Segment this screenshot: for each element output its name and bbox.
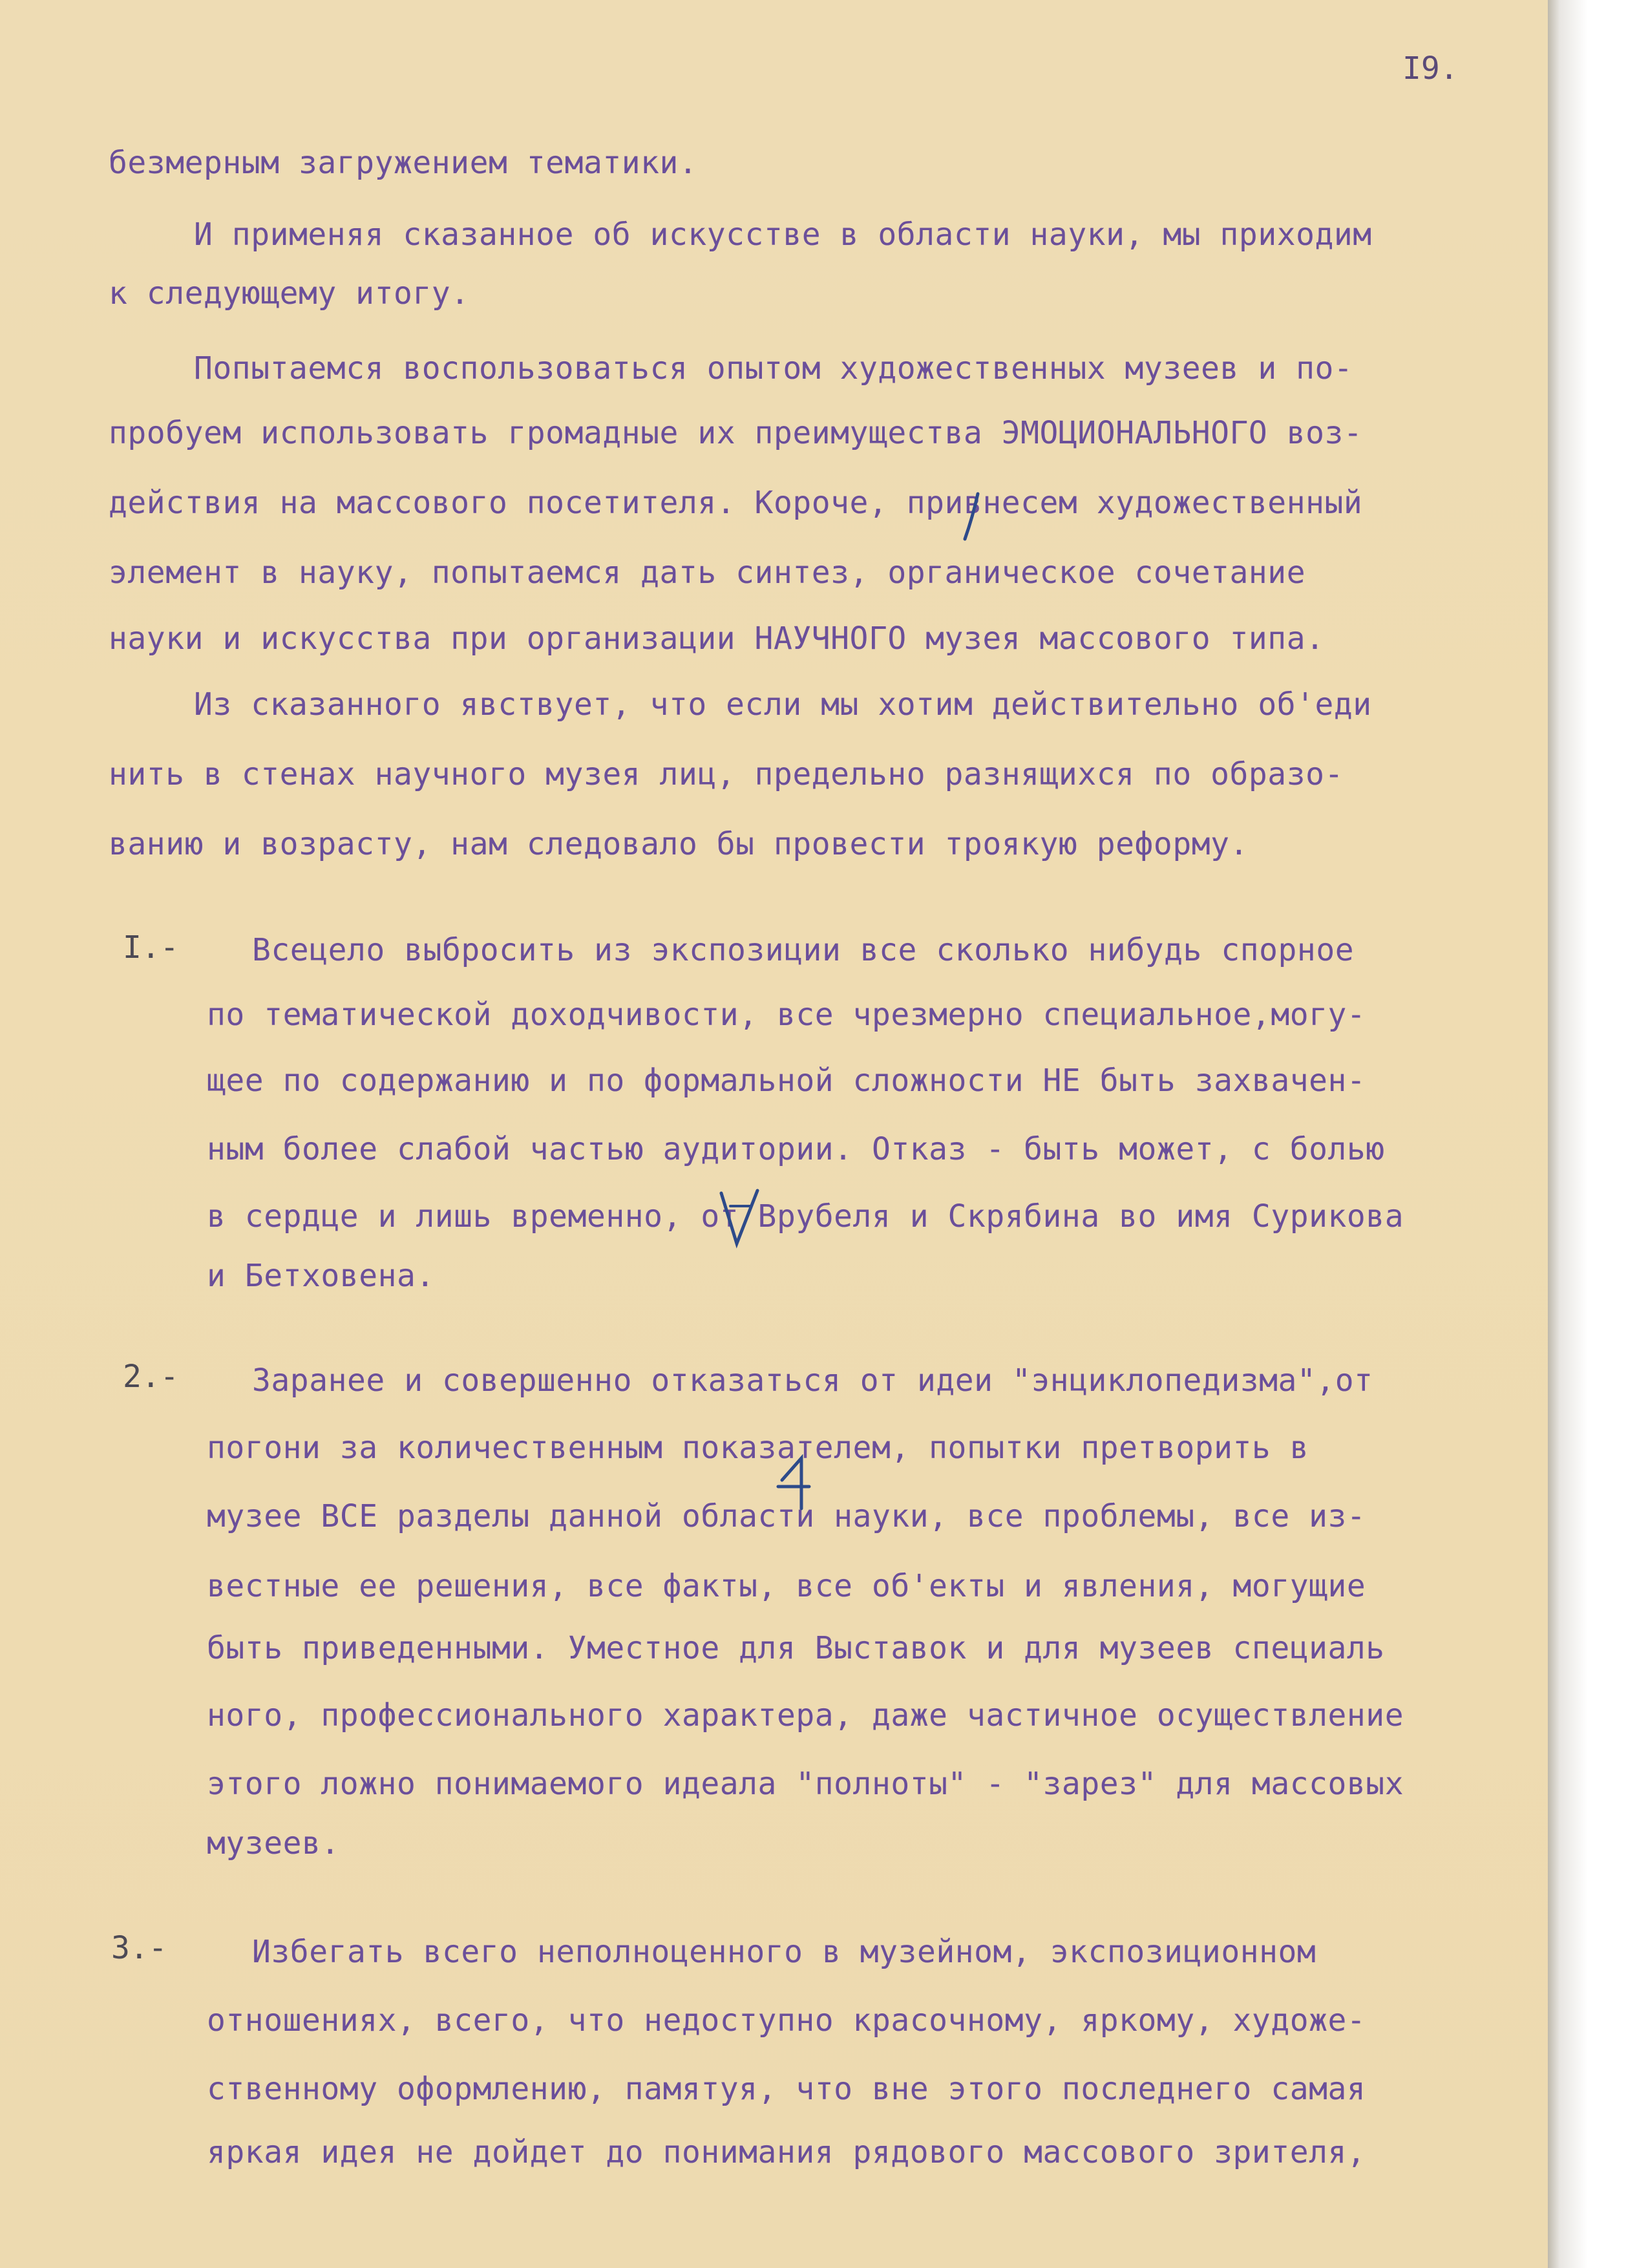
scan-edge — [1548, 0, 1648, 2268]
text-line: и Бетховена. — [207, 1258, 435, 1294]
text-line: ственному оформлению, памятуя, что вне этого последнего самая — [207, 2071, 1366, 2107]
text-line: музеев. — [207, 1825, 340, 1861]
text-line: действия на массового посетителя. Короче, привнесем художественный — [109, 485, 1363, 521]
text-line: Избегать всего неполноценного в музейном, экспозиционном — [252, 1934, 1316, 1970]
text-line: Заранее и совершенно отказаться от идеи "энциклопедизма",от — [252, 1362, 1373, 1399]
page-number: I9. — [1402, 50, 1459, 87]
text-line: к следующему итогу. — [109, 275, 470, 312]
pen-comma-mark — [960, 491, 986, 543]
text-line: элемент в науку, попытаемся дать синтез, органическое сочетание — [109, 555, 1306, 591]
text-line: в сердце и лишь временно, от Врубеля и Скрябина во имя Сурикова — [207, 1198, 1404, 1235]
text-line: по тематической доходчивости, все чрезмерно специальное,могу- — [207, 997, 1366, 1033]
item-marker: 3.- — [111, 1930, 167, 1966]
text-line: Из сказанного явствует, что если мы хотим действительно об'еди — [194, 686, 1372, 723]
text-line: отношениях, всего, что недоступно красочному, яркому, художе- — [207, 2002, 1366, 2039]
pen-correction-mark — [717, 1187, 763, 1251]
text-line: погони за количественным показателем, попытки претворить в — [207, 1430, 1309, 1466]
text-line: ванию и возрасту, нам следовало бы провести троякую реформу. — [109, 826, 1249, 862]
text-line: быть приведенными. Уместное для Выставок и для музеев специаль — [207, 1630, 1385, 1666]
text-line: музее ВСЕ разделы данной области науки, все проблемы, все из- — [207, 1498, 1366, 1534]
item-marker: I.- — [123, 929, 179, 966]
text-line: вестные ее решения, все факты, все об'екты и явления, могущие — [207, 1568, 1366, 1604]
text-line: науки и искусства при организации НАУЧНОГО музея массового типа. — [109, 620, 1325, 657]
text-line: И применяя сказанное об искусстве в области науки, мы приходим — [194, 217, 1372, 253]
text-line: этого ложно понимаемого идеала "полноты" - "зарез" для массовых — [207, 1766, 1404, 1802]
text-line: нить в стенах научного музея лиц, предельно разнящихся по образо- — [109, 756, 1344, 792]
text-line: Всецело выбросить из экспозиции все сколько нибудь спорное — [252, 932, 1355, 968]
text-line: безмерным загружением тематики. — [109, 145, 698, 181]
text-line: Попытаемся воспользоваться опытом художественных музеев и по- — [194, 350, 1353, 387]
pen-insertion-mark — [776, 1454, 814, 1512]
text-line: ного, профессионального характера, даже частичное осуществление — [207, 1697, 1404, 1733]
text-line: пробуем использовать громадные их преимущества ЭМОЦИОНАЛЬНОГО воз- — [109, 415, 1363, 451]
text-line: яркая идея не дойдет до понимания рядового массового зрителя, — [207, 2134, 1366, 2170]
item-marker: 2.- — [123, 1359, 179, 1395]
text-line: щее по содержанию и по формальной сложности НЕ быть захвачен- — [207, 1063, 1366, 1099]
text-line: ным более слабой частью аудитории. Отказ - быть может, с болью — [207, 1131, 1385, 1167]
